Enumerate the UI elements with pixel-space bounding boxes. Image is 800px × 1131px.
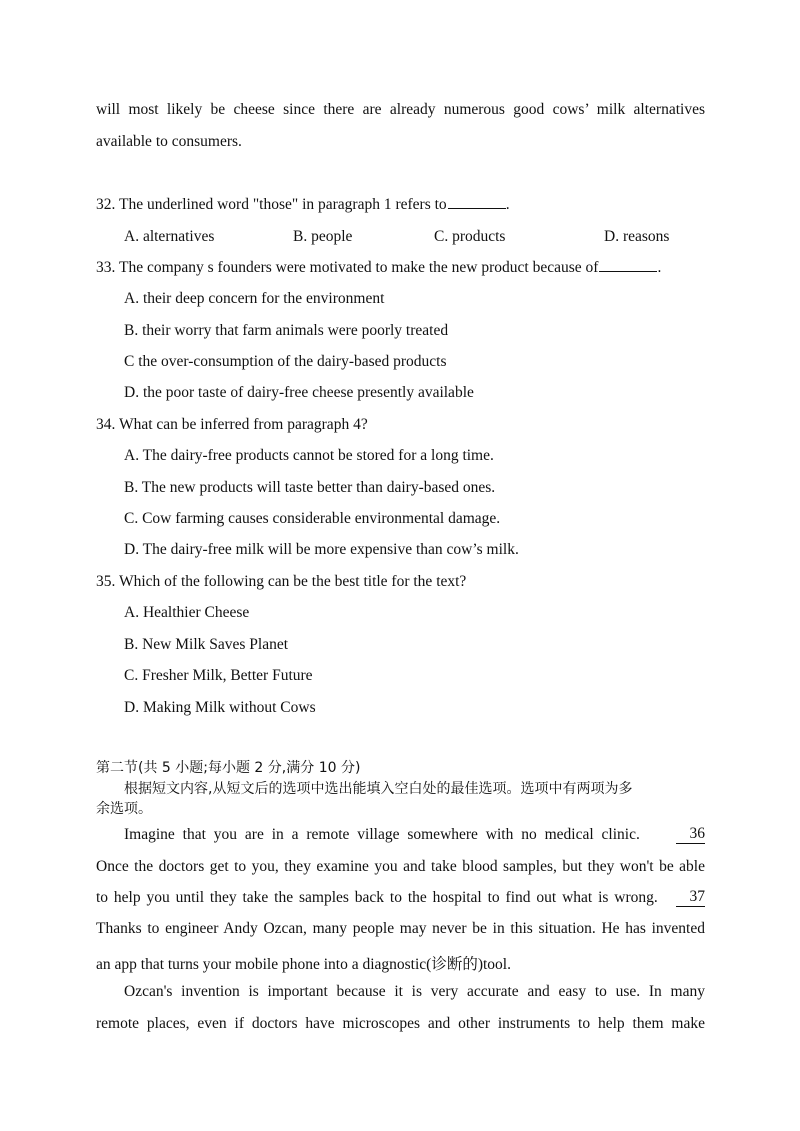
blank-36[interactable]: 36 <box>676 826 706 844</box>
section-instruction: 余选项。 <box>96 801 152 817</box>
passage-line: available to consumers. <box>96 133 242 150</box>
passage-text: Imagine that you are in a remote village somewhere with no medical clinic. <box>124 826 640 843</box>
option-a[interactable]: A. their deep concern for the environment <box>124 290 385 307</box>
option-b[interactable]: B. their worry that farm animals were poorly treated <box>124 322 449 339</box>
passage-line <box>124 826 705 844</box>
question-34-stem: 34. What can be inferred from paragraph 4? <box>96 416 368 433</box>
answer-blank <box>599 270 657 272</box>
question-text: 32. The underlined word "those" in paragraph 1 refers to <box>96 196 447 213</box>
question-text: 33. The company s founders were motivated to make the new product because of <box>96 259 599 276</box>
passage-line: Ozcan's invention is important because it is very accurate and easy to use. In many <box>124 983 705 1000</box>
option-c[interactable]: C. Fresher Milk, Better Future <box>124 667 313 684</box>
passage-line: will most likely be cheese since there are already numerous good cows’ milk alternatives <box>96 101 705 118</box>
option-c[interactable]: C the over-consumption of the dairy-based products <box>124 353 447 370</box>
stem-end: . <box>657 259 662 276</box>
option-a[interactable]: A. Healthier Cheese <box>124 604 250 621</box>
passage-line: Thanks to engineer Andy Ozcan, many people may never be in this situation. He has invented <box>96 920 705 937</box>
option-d[interactable]: D. reasons <box>604 228 670 245</box>
passage-line <box>96 889 705 907</box>
passage-line: remote places, even if doctors have microscopes and other instruments to help them make <box>96 1015 705 1032</box>
option-b[interactable]: B. The new products will taste better than dairy-based ones. <box>124 479 496 496</box>
passage-line: Once the doctors get to you, they examine you and take blood samples, but they won't be able <box>96 858 705 875</box>
passage-line: an app that turns your mobile phone into a diagnostic(诊断的)tool. <box>96 956 511 973</box>
stem-end: . <box>505 196 510 213</box>
option-c[interactable]: C. products <box>434 228 506 245</box>
question-32-stem <box>96 196 510 214</box>
option-b[interactable]: B. people <box>293 228 353 245</box>
question-35-stem: 35. Which of the following can be the best title for the text? <box>96 573 467 590</box>
option-d[interactable]: D. the poor taste of dairy-free cheese presently available <box>124 384 474 401</box>
blank-37[interactable]: 37 <box>676 889 706 907</box>
question-33-stem <box>96 259 661 277</box>
section-heading: 第二节(共 5 小题;每小题 2 分,满分 10 分) <box>96 760 361 776</box>
option-a[interactable]: A. alternatives <box>124 228 215 245</box>
option-a[interactable]: A. The dairy-free products cannot be stored for a long time. <box>124 447 494 464</box>
option-d[interactable]: D. The dairy-free milk will be more expensive than cow’s milk. <box>124 541 519 558</box>
option-c[interactable]: C. Cow farming causes considerable environmental damage. <box>124 510 501 527</box>
option-b[interactable]: B. New Milk Saves Planet <box>124 636 289 653</box>
option-d[interactable]: D. Making Milk without Cows <box>124 699 316 716</box>
passage-text: to help you until they take the samples back to the hospital to find out what is wrong. <box>96 889 658 906</box>
section-instruction: 根据短文内容,从短文后的选项中选出能填入空白处的最佳选项。选项中有两项为多 <box>124 781 633 797</box>
answer-blank <box>448 207 506 209</box>
